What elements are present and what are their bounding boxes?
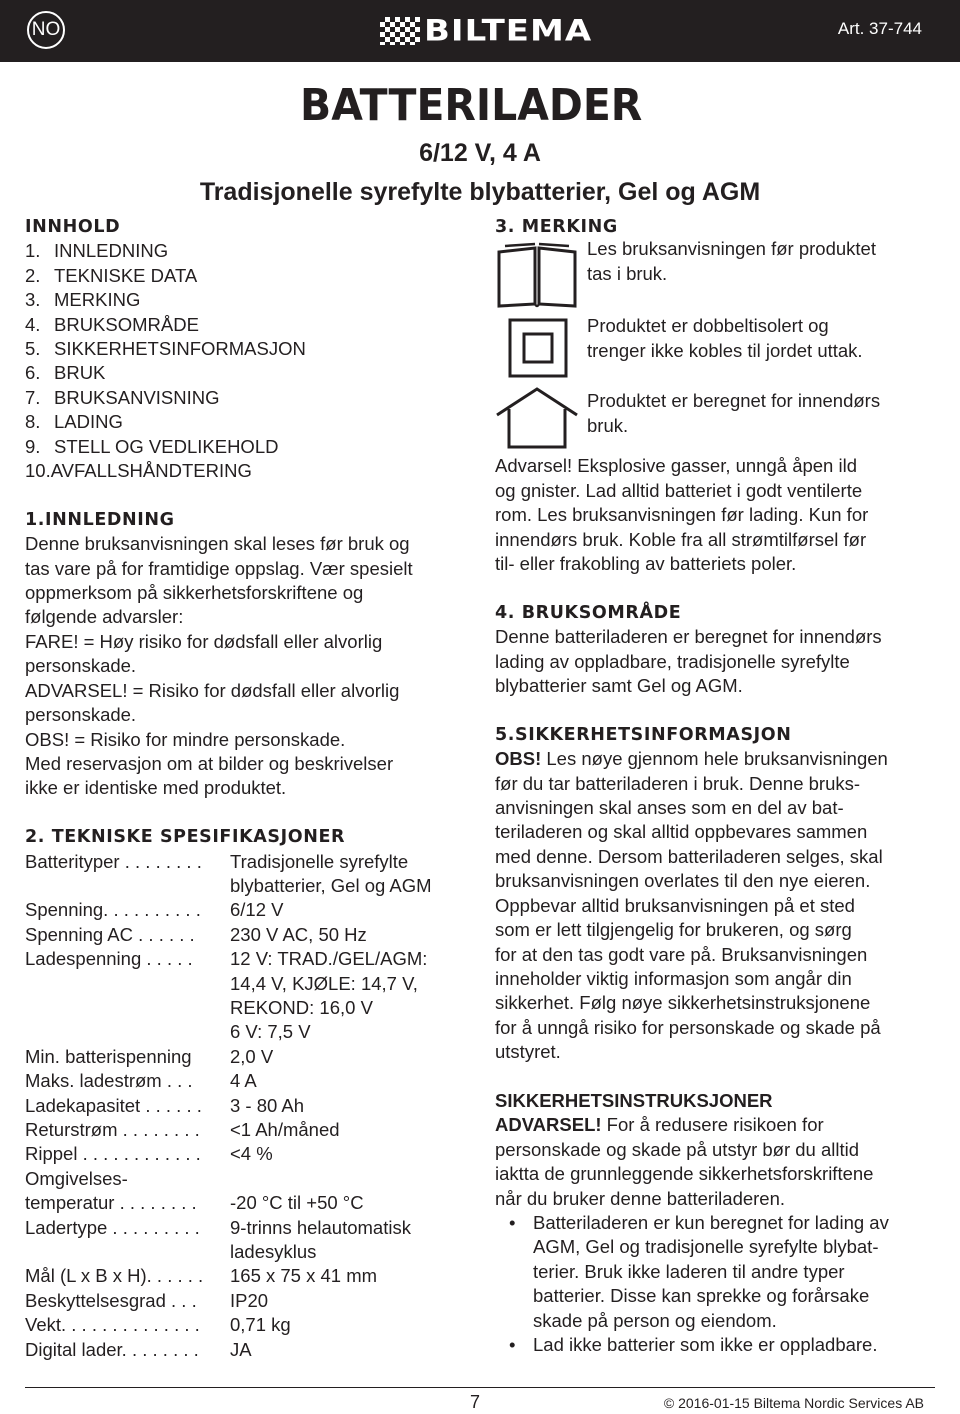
instructions-text: ADVARSEL! For å redusere risikoen for personskade og skade på utstyr bør du alltid iaktta de grunnleggende sikkerhetsforskriftene når du bruker denne batteriladeren. [495,1114,874,1209]
bullet-item: • Batteriladeren er kun beregnet for lading av AGM, Gel og tradisjonelle syrefylte blybat- terier. Bruk ikke laderen til andre typer batterier. Disse kan sprekke og forårsake skade på person og eiendom. [509,1211,889,1331]
safety-heading: 5.SIKKERHETSINFORMASJON [495,724,792,745]
spec-row: Ladertype . . . . . . . . . 9-trinns helautomatisk ladesyklus [25,1216,411,1263]
spec-row: Batterityper . . . . . . . . Tradisjonelle syrefylte blybatterier, Gel og AGM [25,850,432,896]
brand-name: BILTEMA [424,14,593,48]
spec-row: Maks. ladestrøm . . . 4 A [25,1070,257,1092]
symbol-row: Produktet er dobbeltisolert og trenger ikke kobles til jordet uttak. [495,312,945,384]
copyright: © 2016-01-15 Biltema Nordic Services AB [663,1395,924,1411]
right-column [495,215,945,1357]
double-insulation-icon [495,312,585,384]
bullet-item: • Lad ikke batterier som ikke er oppladbare. [509,1333,878,1355]
house-icon [495,384,585,452]
usage-heading: 4. BRUKSOMRÅDE [495,602,682,623]
spec-row: Mål (L x B x H). . . . . . 165 x 75 x 41 mm [25,1265,378,1287]
page-title: BATTERILADER [300,80,643,131]
obs-label: OBS! [495,748,542,770]
toc-list [25,239,475,483]
language-badge: NO [27,11,65,49]
symbol-row: Les bruksanvisningen før produktet tas i bruk. [495,239,945,312]
page-subtitle-2: Tradisjonelle syrefylte blybatterier, Gel og AGM [199,178,761,206]
footer-divider [25,1387,935,1388]
intro-text: Denne bruksanvisningen skal leses før bruk og tas vare på for framtidige oppslag. Vær spesielt oppmerksom på sikkerhetsforskriftene og følgende advarsler: FARE! = Høy risiko for dødsfall eller alvorlig personskade. ADVARSEL! = Risiko for dødsfall eller alvorlig personskade. OBS! = Risiko for mindre personskade. Med reservasjon om at bilder og beskrivelser ikke er identiske med produktet. [25,533,413,799]
spec-row: Rippel . . . . . . . . . . . . <4 % [25,1143,273,1165]
checkered-flag-icon [380,17,420,45]
spec-row: Omgivelses- [25,1167,128,1189]
toc-item: 8. LADING [25,411,123,433]
toc-item: 9. STELL OG VEDLIKEHOLD [25,435,279,457]
page-subtitle: 6/12 V, 4 A [419,139,541,167]
toc-item: 1. INNLEDNING [25,240,169,262]
toc-item: 6. BRUK [25,362,106,384]
page-number: 7 [470,1392,481,1412]
spec-row: Spenning AC . . . . . . 230 V AC, 50 Hz [25,923,367,945]
spec-row: Vekt. . . . . . . . . . . . . . 0,71 kg [25,1314,291,1336]
toc-item: 2. TEKNISKE DATA [25,264,198,286]
spec-row: Min. batterispenning 2,0 V [25,1045,274,1067]
article-number: Art. 37-744 [837,19,922,38]
spec-row: Ladekapasitet . . . . . . 3 - 80 Ah [25,1094,305,1116]
left-column [25,215,475,1362]
specs-heading: 2. TEKNISKE SPESIFIKASJONER [25,827,346,848]
spec-row: Ladespenning . . . . . 12 V: TRAD./GEL/AGM: 14,4 V, KJØLE: 14,7 V, REKOND: 16,0 V 6 V: 7,5 V [25,948,428,1043]
toc-item: 3. MERKING [25,289,141,311]
spec-row: Spenning. . . . . . . . . . 6/12 V [25,899,284,921]
spec-row: Beskyttelsesgrad . . . IP20 [25,1289,269,1311]
warning-text: Advarsel! Eksplosive gasser, unngå åpen ild og gnister. Lad alltid batteriet i godt ventilerte rom. Les bruksanvisningen før lading. Kun for innendørs bruk. Koble fra all strømtilførsel før til- eller frakobling av batteriets poler. [495,455,869,575]
toc-heading: INNHOLD [25,217,121,237]
spec-row: temperatur . . . . . . . . -20 °C til +50 °C [25,1192,364,1214]
toc-item: 5. SIKKERHETSINFORMASJON [25,338,306,360]
spec-row: Returstrøm . . . . . . . . <1 Ah/måned [25,1119,340,1140]
intro-heading: 1.INNLEDNING [25,509,175,530]
instructions-heading: SIKKERHETSINSTRUKSJONER [495,1089,773,1111]
usage-text: Denne batteriladeren er beregnet for innendørs lading av oppladbare, tradisjonelle syrefylte blybatterier samt Gel og AGM. [495,626,882,697]
header-bar [0,0,960,62]
symbol-row: Produktet er beregnet for innendørs bruk. [495,384,945,452]
brand-logo [380,13,592,49]
advarsel-label: ADVARSEL! [495,1114,602,1136]
spec-row: Digital lader. . . . . . . . JA [25,1338,252,1360]
toc-item: 10. AVFALLSHÅNDTERING [25,460,252,482]
specs-table [25,850,475,1363]
safety-text: OBS! Les nøye gjennom hele bruksanvisningen før du tar batteriladeren i bruk. Denne bruks- anvisningen skal anses som en del av bat- teriladeren og skal alltid oppbevares sammen med denne. Dersom batteriladeren selges, skal bruksanvisningen overlates til den nye eieren. Oppbevar alltid bruksanvisningen på et sted som er lett tilgjengelig for brukeren, og sørg for at den tas godt vare på. Bruksanvisningen inneholder viktig informasjon som angår din sikkerhet. Følg nøye sikkerhetsinstruksjonene for å unngå risiko for personskade og skade på utstyret. [495,748,888,1063]
toc-item: 7. BRUKSANVISNING [25,386,220,408]
book-icon [495,239,585,312]
marking-heading: 3. MERKING [495,217,618,237]
toc-item: 4. BRUKSOMRÅDE [25,313,199,335]
